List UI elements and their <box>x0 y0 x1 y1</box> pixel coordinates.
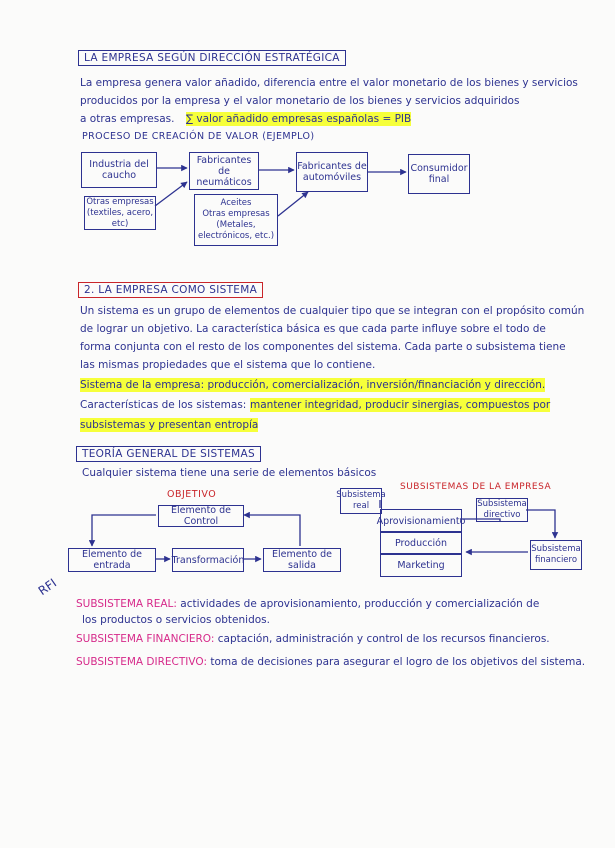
arrow-otras-neumaticos <box>155 182 187 206</box>
note-1-text: actividades de aprovisionamiento, producción y comercialización de <box>180 598 540 610</box>
box-consumidor-final: Consumidor final <box>408 154 470 194</box>
section2-highlight-3: subsistemas y presentan entropía <box>80 419 259 431</box>
section2-line-1: Un sistema es un grupo de elementos de cualquier tipo que se integran con el propósito común <box>80 305 585 317</box>
box-subsistema-financiero: Subsistema financiero <box>530 540 582 570</box>
box-otras-empresas: Otras empresas (textiles, acero, etc) <box>84 196 156 230</box>
line-aprov-directivo <box>460 519 500 522</box>
margin-rfi: RFI <box>35 575 60 599</box>
section2-line-4: las mismas propiedades que el sistema que lo contiene. <box>80 359 376 371</box>
section2-highlight-1: Sistema de la empresa: producción, comercialización, inversión/financiación y dirección. <box>80 379 546 391</box>
note-3-label: SUBSISTEMA DIRECTIVO: <box>76 656 207 668</box>
box-elemento-control: Elemento de Control <box>158 505 244 527</box>
box-aprovisionamiento: Aprovisionamiento <box>380 509 462 533</box>
box-elemento-entrada: Elemento de entrada <box>68 548 156 572</box>
box-aceites: Aceites Otras empresas (Metales, electrónicos, etc.) <box>194 194 278 246</box>
note-2-text: captación, administración y control de los recursos financieros. <box>217 633 550 645</box>
arrow-aceites-automoviles <box>278 192 308 216</box>
section3-title-text: TEORÍA GENERAL DE SISTEMAS <box>82 448 255 460</box>
section2-line-2: de lograr un objetivo. La característica básica es que cada parte influye sobre el todo de <box>80 323 546 335</box>
box-subsistema-directivo: Subsistema directivo <box>477 499 527 520</box>
arrow-directivo-financiero <box>526 510 555 538</box>
section1-line-1: La empresa genera valor añadido, diferencia entre el valor monetario de los bienes y servicios <box>80 77 578 89</box>
note-3-text: toma de decisiones para asegurar el logro de los objetivos del sistema. <box>210 656 586 668</box>
process-title: PROCESO DE CREACIÓN DE VALOR (EJEMPLO) <box>82 131 315 142</box>
section2-characteristics-prefix: Características de los sistemas: <box>80 399 247 411</box>
box-fabricantes-automoviles: Fabricantes de automóviles <box>296 152 368 192</box>
note-2-label: SUBSISTEMA FINANCIERO: <box>76 633 215 645</box>
section2-highlight-2: mantener integridad, producir sinergias, compuestos por <box>250 399 551 411</box>
box-elemento-salida: Elemento de salida <box>263 548 341 572</box>
section2-title-text: 2. LA EMPRESA COMO SISTEMA <box>84 284 258 296</box>
section2-line-3: forma conjunta con el resto de los componentes del sistema. Cada parte o subsistema tiene <box>80 341 566 353</box>
arrow-control-entrada <box>92 515 156 546</box>
section1-line-2: producidos por la empresa y el valor monetario de los bienes y servicios adquiridos <box>80 95 520 107</box>
subsistemas-empresa-label: SUBSISTEMAS DE LA EMPRESA <box>400 482 552 492</box>
arrow-salida-control <box>244 515 300 546</box>
note-1-label: SUBSISTEMA REAL: <box>76 598 177 610</box>
box-subsistema-real: Subsistema real <box>340 488 382 514</box>
box-produccion: Producción <box>380 531 462 555</box>
section1-line-3: a otras empresas. <box>80 113 175 125</box>
box-industria: Industria del caucho <box>81 152 157 188</box>
pib-highlight: ∑ valor añadido empresas españolas = PIB <box>186 113 412 125</box>
section1-title-text: LA EMPRESA SEGÚN DIRECCIÓN ESTRATÉGICA <box>84 52 340 64</box>
note-1b: los productos o servicios obtenidos. <box>82 614 270 626</box>
objetivo-label: OBJETIVO <box>167 489 217 500</box>
box-fabricantes-neumaticos: Fabricantes de neumáticos <box>189 152 259 190</box>
section3-intro: Cualquier sistema tiene una serie de elementos básicos <box>82 467 377 479</box>
box-marketing: Marketing <box>380 553 462 577</box>
box-transformacion: Transformación <box>172 548 244 572</box>
